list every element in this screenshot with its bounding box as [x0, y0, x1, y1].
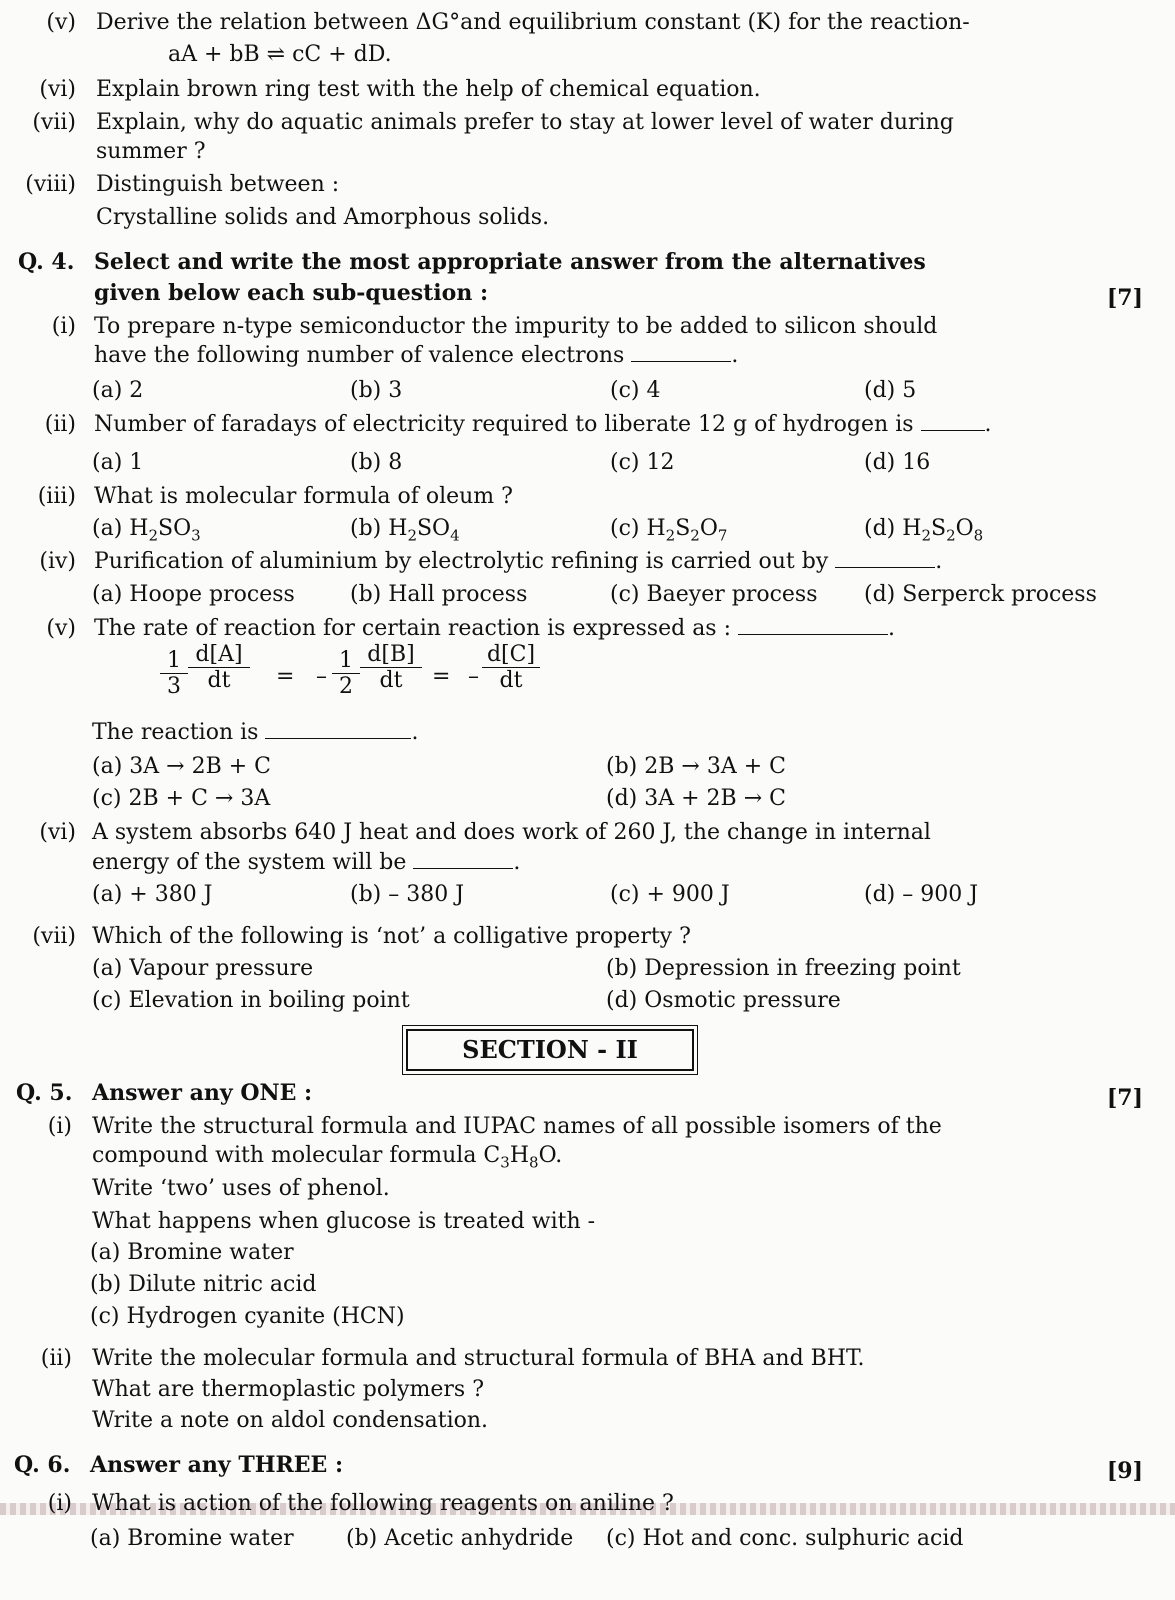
rate-equals-2: = — [432, 664, 451, 689]
q4-iv-option-b: (b) Hall process — [350, 582, 528, 607]
q6-i-option-a: (a) Bromine water — [90, 1526, 294, 1551]
rate-minus-1: – — [316, 664, 327, 689]
q4-v-text: The rate of reaction for certain reaction is expressed as : . — [94, 616, 896, 641]
q5-marks: [7] — [1106, 1085, 1143, 1111]
q3-v-number: (v) — [46, 10, 76, 35]
q4-vii-option-b: (b) Depression in freezing point — [606, 956, 961, 981]
answer-blank — [921, 412, 985, 431]
q5-ii-line2: What are thermoplastic polymers ? — [92, 1377, 485, 1402]
q4-iv-option-c: (c) Baeyer process — [610, 582, 818, 607]
q5-i-line3: Write ‘two’ uses of phenol. — [92, 1176, 390, 1201]
q4-i-option-d: (d) 5 — [864, 378, 917, 403]
q4-iii-option-b: (b) $H_2SO_4$ — [350, 516, 460, 545]
q4-vii-option-a: (a) Vapour pressure — [92, 956, 314, 981]
q4-v-option-a: (a) 3A → 2B + C — [92, 754, 271, 779]
q4-vi-option-d: (d) – 900 J — [864, 882, 979, 907]
q3-vii-line2: summer ? — [96, 139, 206, 164]
rate-fraction-dA-dt: $\frac{d[A]}{dt}$ — [188, 642, 250, 693]
q4-ii-option-a: (a) 1 — [92, 450, 144, 475]
q5-label: Q. 5. — [16, 1080, 73, 1106]
q4-i-option-b: (b) 3 — [350, 378, 403, 403]
q4-heading-line1: Select and write the most appropriate answer from the alternatives — [94, 249, 926, 275]
q4-ii-number: (ii) — [44, 412, 76, 437]
q3-vii-number: (vii) — [32, 110, 76, 135]
q4-i-number: (i) — [51, 314, 76, 339]
q4-heading-line2: given below each sub-question : — [94, 280, 489, 306]
q5-i-line2: compound with molecular formula $C_3H_8O$. — [92, 1143, 563, 1172]
q4-vii-text: Which of the following is ‘not’ a colligative property ? — [92, 924, 691, 949]
answer-blank — [738, 616, 888, 635]
q4-vi-number: (vi) — [39, 820, 76, 845]
q5-i-option-b: (b) Dilute nitric acid — [90, 1272, 317, 1297]
q4-vi-option-b: (b) – 380 J — [350, 882, 465, 907]
q3-viii-line2: Crystalline solids and Amorphous solids. — [96, 205, 550, 230]
answer-blank — [631, 343, 731, 362]
q4-vii-option-d: (d) Osmotic pressure — [606, 988, 841, 1013]
q4-iii-option-d: (d) $H_2S_2O_8$ — [864, 516, 984, 545]
rate-equals-1: = — [276, 664, 295, 689]
q4-i-option-c: (c) 4 — [610, 378, 661, 403]
q4-v-option-c: (c) 2B + C → 3A — [92, 786, 271, 811]
q4-i-line1: To prepare n-type semiconductor the impurity to be added to silicon should — [94, 314, 938, 339]
q3-v-equation: aA + bB ⇌ cC + dD. — [168, 42, 392, 67]
q3-viii-line1: Distinguish between : — [96, 172, 340, 197]
q4-ii-option-d: (d) 16 — [864, 450, 931, 475]
rate-fraction-dB-dt: $\frac{d[B]}{dt}$ — [360, 642, 422, 693]
q4-vii-option-c: (c) Elevation in boiling point — [92, 988, 410, 1013]
q5-i-option-c: (c) Hydrogen cyanite (HCN) — [90, 1304, 405, 1329]
q4-v-option-d: (d) 3A + 2B → C — [606, 786, 786, 811]
q5-i-option-a: (a) Bromine water — [90, 1240, 294, 1265]
rate-fraction-1-2: $\frac{1}{2}$ — [332, 648, 360, 699]
q4-label: Q. 4. — [18, 249, 75, 275]
q5-ii-line3: Write a note on aldol condensation. — [92, 1408, 489, 1433]
q4-vi-line2: energy of the system will be . — [92, 850, 521, 875]
q4-ii-option-b: (b) 8 — [350, 450, 403, 475]
q3-vi-number: (vi) — [39, 77, 76, 102]
q6-i-number: (i) — [47, 1491, 72, 1516]
q6-i-option-c: (c) Hot and conc. sulphuric acid — [606, 1526, 964, 1551]
q5-i-line4: What happens when glucose is treated with - — [92, 1209, 596, 1234]
q4-v-reaction-label: The reaction is . — [92, 720, 419, 745]
rate-minus-2: – — [468, 664, 479, 689]
q5-i-number: (i) — [47, 1114, 72, 1139]
q5-ii-number: (ii) — [40, 1346, 72, 1371]
q5-ii-line1: Write the molecular formula and structural formula of BHA and BHT. — [92, 1346, 865, 1371]
q6-label: Q. 6. — [14, 1452, 71, 1478]
q6-i-option-b: (b) Acetic anhydride — [346, 1526, 574, 1551]
q4-vi-option-c: (c) + 900 J — [610, 882, 730, 907]
rate-fraction-dC-dt: $\frac{d[C]}{dt}$ — [482, 642, 540, 693]
q4-iii-number: (iii) — [37, 484, 76, 509]
q4-iii-text: What is molecular formula of oleum ? — [94, 484, 513, 509]
q6-i-text: What is action of the following reagents on aniline ? — [92, 1491, 674, 1516]
q4-iv-text: Purification of aluminium by electrolytic refining is carried out by . — [94, 549, 943, 574]
q3-vi-text: Explain brown ring test with the help of chemical equation. — [96, 77, 761, 102]
q4-vi-option-a: (a) + 380 J — [92, 882, 213, 907]
q4-iv-option-d: (d) Serperck process — [864, 582, 1097, 607]
q4-iii-option-c: (c) $H_2S_2O_7$ — [610, 516, 728, 545]
q3-vii-line1: Explain, why do aquatic animals prefer to stay at lower level of water during — [96, 110, 954, 135]
q4-v-option-b: (b) 2B → 3A + C — [606, 754, 786, 779]
q4-ii-option-c: (c) 12 — [610, 450, 675, 475]
q4-i-line2: have the following number of valence electrons . — [94, 343, 739, 368]
q4-vii-number: (vii) — [32, 924, 76, 949]
q4-iii-option-a: (a) $H_2SO_3$ — [92, 516, 201, 545]
q4-iv-number: (iv) — [39, 549, 76, 574]
q3-v-text: Derive the relation between ΔG°and equilibrium constant (K) for the reaction- — [96, 10, 970, 35]
answer-blank — [413, 850, 513, 869]
q6-heading: Answer any THREE : — [90, 1452, 344, 1478]
q3-viii-number: (viii) — [25, 172, 76, 197]
q5-i-line1: Write the structural formula and IUPAC names of all possible isomers of the — [92, 1114, 942, 1139]
q4-v-number: (v) — [46, 616, 76, 641]
q4-ii-text: Number of faradays of electricity required to liberate 12 g of hydrogen is . — [94, 412, 992, 437]
answer-blank — [265, 720, 411, 739]
answer-blank — [835, 549, 935, 568]
q4-iv-option-a: (a) Hoope process — [92, 582, 295, 607]
q4-marks: [7] — [1106, 285, 1143, 311]
section-heading: SECTION - II — [406, 1029, 694, 1071]
q5-heading: Answer any ONE : — [92, 1080, 313, 1106]
q6-marks: [9] — [1106, 1458, 1143, 1484]
q4-i-option-a: (a) 2 — [92, 378, 144, 403]
rate-fraction-1-3: $\frac{1}{3}$ — [160, 648, 188, 699]
q4-vi-line1: A system absorbs 640 J heat and does work of 260 J, the change in internal — [92, 820, 931, 845]
